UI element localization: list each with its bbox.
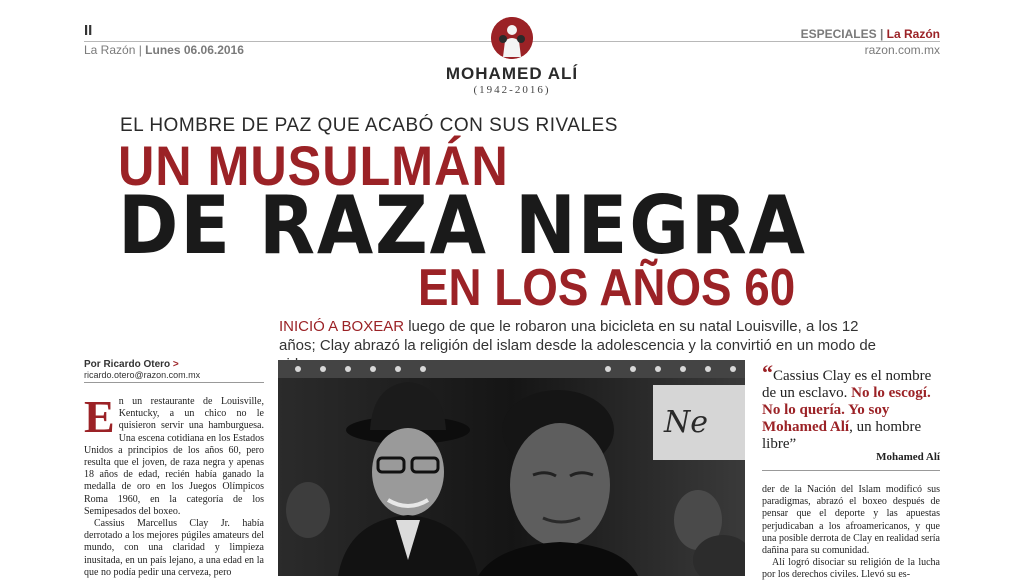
body-paragraph: Cassius Marcellus Clay Jr. había derrotado a los mejores púgiles amateurs del mundo, con una claridad y limpieza inusitada, en un país lejano, a una edad en la que no podía pedir una cerveza, pero (84, 518, 264, 578)
quote-author: Mohamed Alí (876, 451, 940, 463)
quote-part-1: Cassius Clay es el nombre de un esclavo. (762, 368, 932, 401)
website-url: razon.com.mx (864, 43, 940, 57)
article-photo (278, 360, 745, 576)
byline-email[interactable]: ricardo.otero@razon.com.mx (84, 370, 201, 380)
body-column-right (762, 484, 940, 582)
logo-years: (1942-2016) (473, 84, 551, 96)
page-number: II (84, 22, 93, 39)
byline-author: Por Ricardo Otero (84, 359, 171, 370)
headline-line-1: UN MUSULMÁN (118, 134, 509, 197)
logo-name: MOHAMED ALÍ (445, 64, 579, 83)
boxer-silhouette-icon (491, 17, 533, 59)
publication-name: La Razón (84, 43, 136, 57)
brand-name: La Razón (886, 27, 940, 41)
headline-line-2: DE RAZA NEGRA (118, 179, 807, 272)
body-paragraph: der de la Nación del Islam modificó sus paradigmas, abrazó el boxeo después de pensar que el deporte y las apuestas perjudicaban a los afroamericanos, y que una posible derrota de Clay en realidad sería dañina para su comunidad. (762, 484, 940, 557)
drop-cap: E (84, 391, 115, 442)
quote-rule (762, 470, 940, 471)
header-right: ESPECIALES | La Razón (800, 27, 940, 41)
body-paragraph: Alí logró disociar su religión de la lucha por los derechos civiles. Llevó su es- (762, 557, 940, 581)
quote-open-mark: “ (762, 360, 773, 385)
byline-rule (84, 382, 264, 383)
deck-text: luego de que le robaron una bicicleta en su natal Louisville, a los 12 años; Clay abrazó la religión del islam desde la adolescencia y la convirtió en un modo de (279, 318, 877, 354)
quote-highlight: No lo escogí. No lo quería. Yo soy Mohamed Alí (762, 385, 931, 435)
svg-text:Ne: Ne (664, 405, 709, 440)
body-paragraph: n un restaurante de Louisville, Kentucky, a un chico no le quisieron servir una hamburguesa. Una escena cotidiana en los Estados Unidos a principios de los años 60, pero resulta que el joven, de raza negra y apenas 18 años de edad, recién había ganado la medalla de oro en los Juegos Olímpicos Roma 1960, en la categoría de los Semipesados del boxeo. (84, 396, 264, 517)
kicker: EL HOMBRE DE PAZ QUE ACABÓ CON SUS RIVALES (120, 115, 618, 136)
section-name: ESPECIALES (800, 27, 877, 41)
pull-quote (762, 360, 940, 453)
quote-part-2: , un hombre libre” (762, 419, 922, 452)
deck-lead: INICIÓ A BOXEAR (279, 318, 405, 335)
headline-line-3: EN LOS AÑOS 60 (418, 259, 796, 317)
header-left: La Razón | Lunes 06.06.2016 (84, 43, 244, 57)
body-column-left (84, 391, 264, 579)
byline (84, 359, 179, 370)
issue-date: Lunes 06.06.2016 (145, 43, 244, 57)
byline-arrow-icon: > (172, 359, 179, 370)
